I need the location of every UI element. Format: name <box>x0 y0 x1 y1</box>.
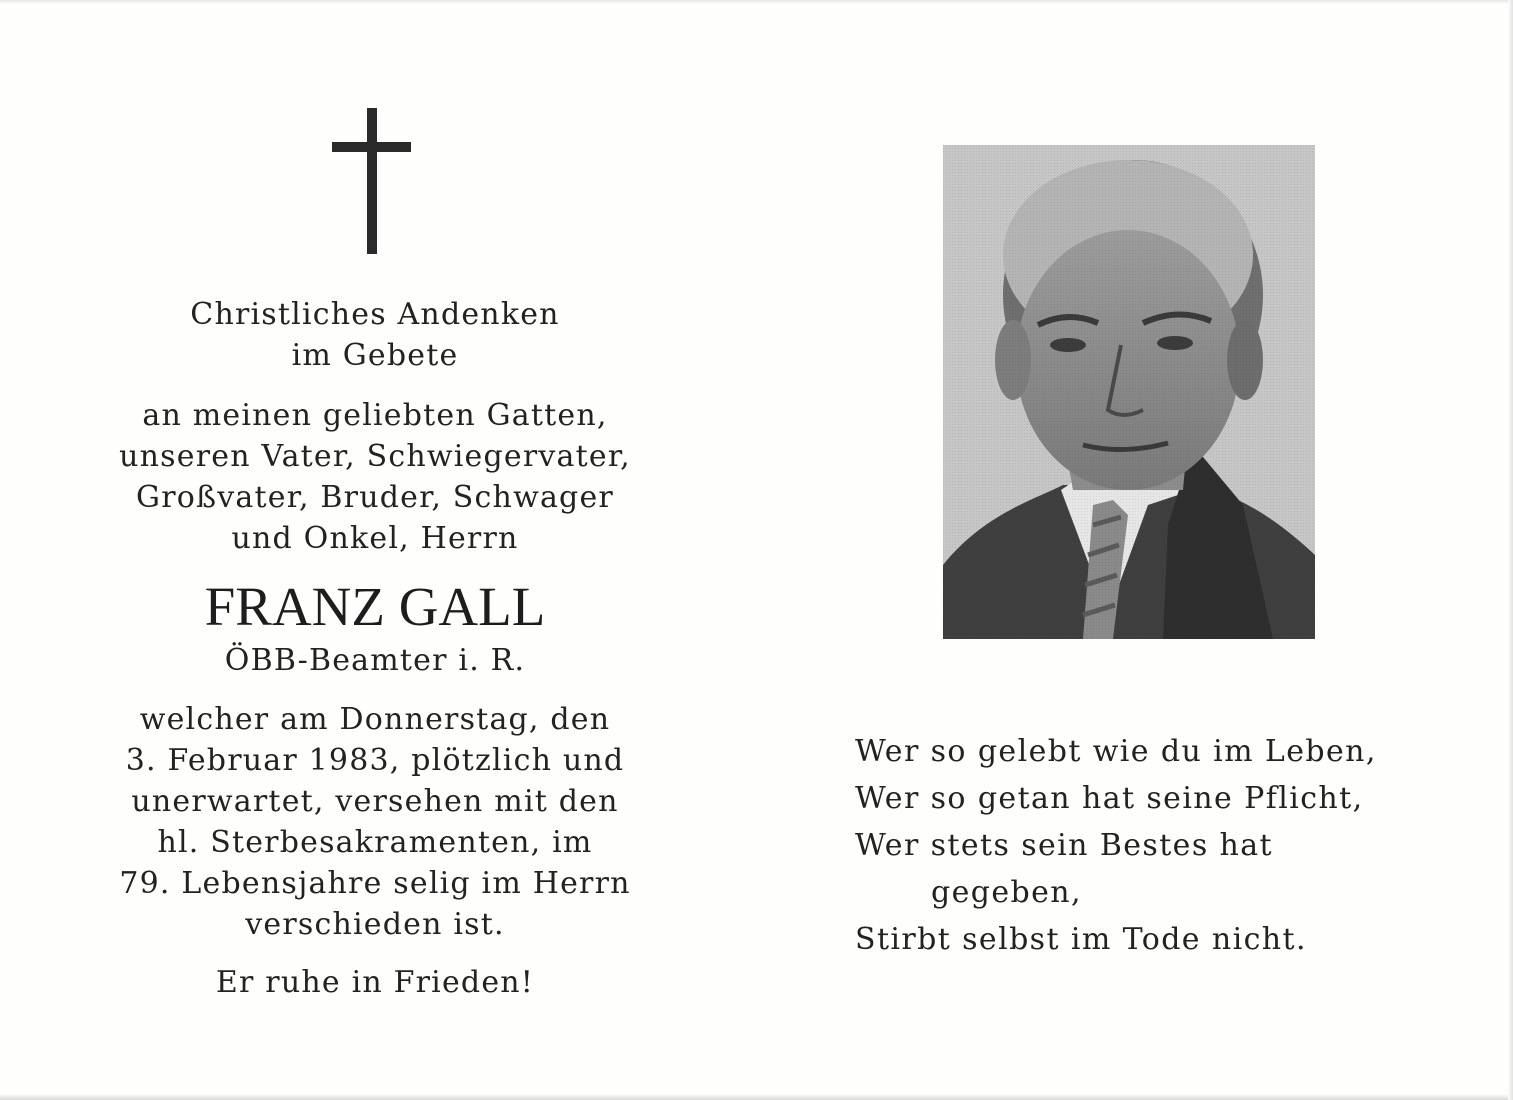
deceased-name: FRANZ GALL <box>204 576 546 637</box>
dedication-line: unseren Vater, Schwiegervater, <box>119 439 631 474</box>
poem-line: Wer so gelebt wie du im Leben, <box>855 734 1377 769</box>
card-edge-bottom <box>0 1094 1513 1100</box>
death-notice-line: 79. Lebensjahre selig im Herrn <box>119 866 631 901</box>
dedication-line: Großvater, Bruder, Schwager <box>136 480 614 515</box>
deceased-title <box>60 640 690 681</box>
dedication-line: an meinen geliebten Gatten, <box>142 398 608 433</box>
death-notice-line: welcher am Donnerstag, den <box>139 702 611 737</box>
memorial-heading <box>60 294 690 376</box>
heading-line: im Gebete <box>291 338 459 373</box>
poem-line: Wer so getan hat seine Pflicht, <box>855 781 1364 816</box>
death-notice-line: 3. Februar 1983, plötzlich und <box>125 743 625 778</box>
cross-vertical-bar <box>367 108 377 254</box>
closing-blessing <box>60 962 690 1003</box>
closing-line: Er ruhe in Frieden! <box>215 965 535 1000</box>
death-notice-line: hl. Sterbesakramenten, im <box>157 825 593 860</box>
memorial-poem <box>855 728 1495 963</box>
portrait-photo <box>943 145 1315 639</box>
cross-icon <box>332 108 412 256</box>
death-notice <box>60 699 690 945</box>
occupation-line: ÖBB-Beamter i. R. <box>224 643 526 678</box>
cross-horizontal-bar <box>332 142 411 152</box>
poem-line: Wer stets sein Bestes hat <box>855 828 1274 863</box>
dedication-line: und Onkel, Herrn <box>231 521 519 556</box>
poem-line: gegeben, <box>931 875 1082 910</box>
death-notice-line: verschieden ist. <box>245 907 505 942</box>
poem-line: Stirbt selbst im Tode nicht. <box>855 922 1307 957</box>
card-edge-right <box>1508 0 1513 1100</box>
heading-line: Christliches Andenken <box>190 297 560 332</box>
card-edge-top <box>0 0 1513 4</box>
death-notice-line: unerwartet, versehen mit den <box>131 784 619 819</box>
dedication-text <box>60 395 690 559</box>
